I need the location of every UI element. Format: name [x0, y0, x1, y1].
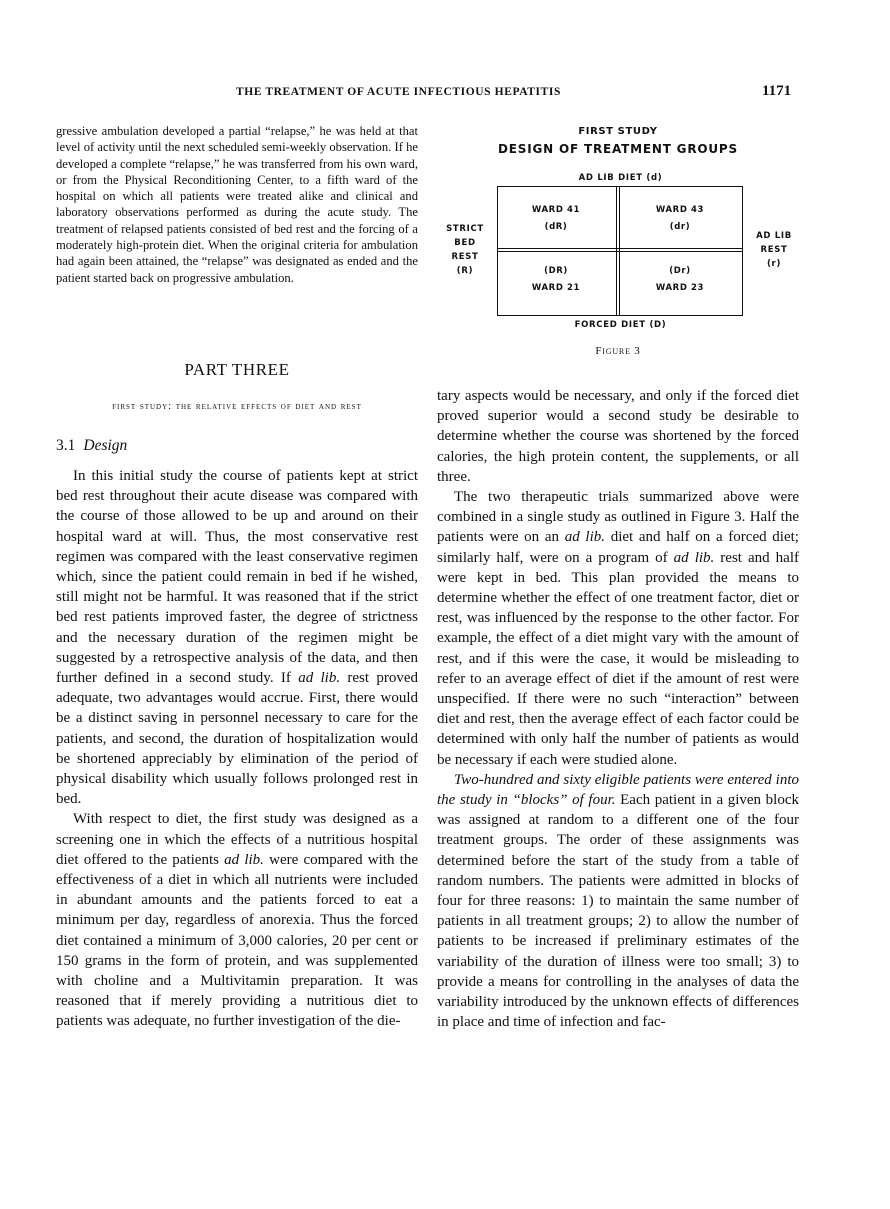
section-title: Design [83, 437, 128, 454]
running-title: THE TREATMENT OF ACUTE INFECTIOUS HEPATITIS [236, 86, 561, 98]
study-heading: first study: the relative effects of diet and rest [112, 401, 362, 412]
section-number: 3.1 [56, 437, 76, 454]
left-axis-label: STRICT BED REST (R) [446, 224, 484, 276]
grid-horizontal-divider [498, 248, 742, 252]
paragraph-right-1: The two therapeutic trials summarized above were combined in a single study as outlined in Figure 3. Half the patients were on an ad lib. diet and half on a forced diet; similarly half, were on a program of ad lib. rest and half were kept in bed. This plan provided the means to determine whether the effect of one treatment factor, diet or rest, was influenced by the response to the other factor. For example, the effect of a diet might vary with the amount of rest, and if this were the case, it would be misleading to refer to an average effect of diet if the amount of rest were unspecified. If there were no such “interaction” between diet and rest, then the average effect of each factor could be determined with only half the number of patients as would be necessary if each were studied alone. [437, 489, 799, 768]
part-heading: PART THREE [184, 360, 290, 379]
page-number: 1171 [762, 83, 792, 99]
continuation-paragraph: gressive ambulation developed a partial “relapse,” he was held at that level of activity until the next scheduled semi-weekly observation. If he developed a complete “relapse,” he was transferred from his own ward, or from the Physical Reconditioning Center, to a fifth ward of the hospital on which all patients were treated alike and clinical and laboratory observations performed as during the acute study. The treatment of relapsed patients consisted of bed rest and the forcing of a moderately high-protein diet. When the original criteria for ambulation had again been attained, the “relapse” was designated as ended and the patient started back on progressive ambulation. [56, 124, 418, 285]
right-axis-label: AD LIB REST (r) [756, 231, 792, 269]
top-axis-label: AD LIB DIET (d) [578, 173, 663, 183]
running-head [0, 83, 890, 106]
treatment-grid [497, 186, 743, 316]
right-body [437, 386, 799, 1033]
grid-cell-ward-43: WARD 43 (dr) [655, 205, 705, 232]
paragraph-design-1: In this initial study the course of patients kept at strict bed rest throughout their acute disease was compared with the course of those allowed to be up and around on their hospital ward at will. Thus, the most conservative rest regimen was compared with the least conservative regimen which, since the patient could remain in bed if he wished, still might not be harmful. It was reasoned that if the strict bed rest patients improved faster, the degree of strictness and the necessary duration of the regimen might be suggested by a retrospective analysis of the data, and then further defined in a second study. If ad lib. rest proved adequate, two advantages would accrue. First, there would be a distinct saving in personnel necessary to care for the patients, and second, the duration of hospitalization would be shortened appreciably by elimination of the period of physical disability which usually follows prolonged rest in bed. [56, 468, 418, 808]
paragraph-right-0: tary aspects would be necessary, and only if the forced diet proved superior would a second study be desirable to determine whether the course was shortened by the forced calories, the high protein content, the supplements, or all three. [437, 388, 799, 485]
bottom-axis-label: FORCED DIET (D) [574, 320, 667, 330]
section-heading [56, 437, 418, 455]
paragraph-design-2: With respect to diet, the first study was designed as a screening one in which the effects of a nutritious hospital diet offered to the patients ad lib. were compared with the effectiveness of a diet in which all nutrients were included in abundant amounts and the patients forced to eat a minimum per day, regardless of anorexia. Thus the forced diet contained a minimum of 3,000 calories, 20 per cent or 150 grams in the form of protein, and was supplemented with choline and a Multivitamin preparation. It was reasoned that if merely providing a nutritious diet to patients was adequate, no further investigation of the die- [56, 811, 418, 1030]
grid-cell-ward-41: WARD 41 (dR) [531, 205, 581, 232]
paragraph-right-2: Two-hundred and sixty eligible patients were entered into the study in “blocks” of four. Each patient in a given block was assigned at random to a different one of the four treatment groups. The order of these assignments was determined before the start of the study from a table of random numbers. The patients were admitted in blocks of four for three reasons: 1) to maintain the same number of patients in all treatment groups; 2) to allow the number of patients to be increased if preliminary estimates of the variability of the duration of illness were too small; 3) to provide a means for controlling in the analyses of data the variability introduced by the unknown effects of differences in place and time of infection and fac- [437, 771, 799, 1031]
left-continuation-block [56, 123, 418, 286]
grid-cell-ward-21: (DR) WARD 21 [531, 266, 581, 293]
grid-cell-ward-23: (Dr) WARD 23 [655, 266, 705, 293]
figure-kicker: FIRST STUDY [578, 126, 658, 137]
figure-caption: Figure 3 [595, 345, 641, 357]
left-body [56, 466, 418, 1032]
figure-title: DESIGN OF TREATMENT GROUPS [498, 142, 738, 156]
